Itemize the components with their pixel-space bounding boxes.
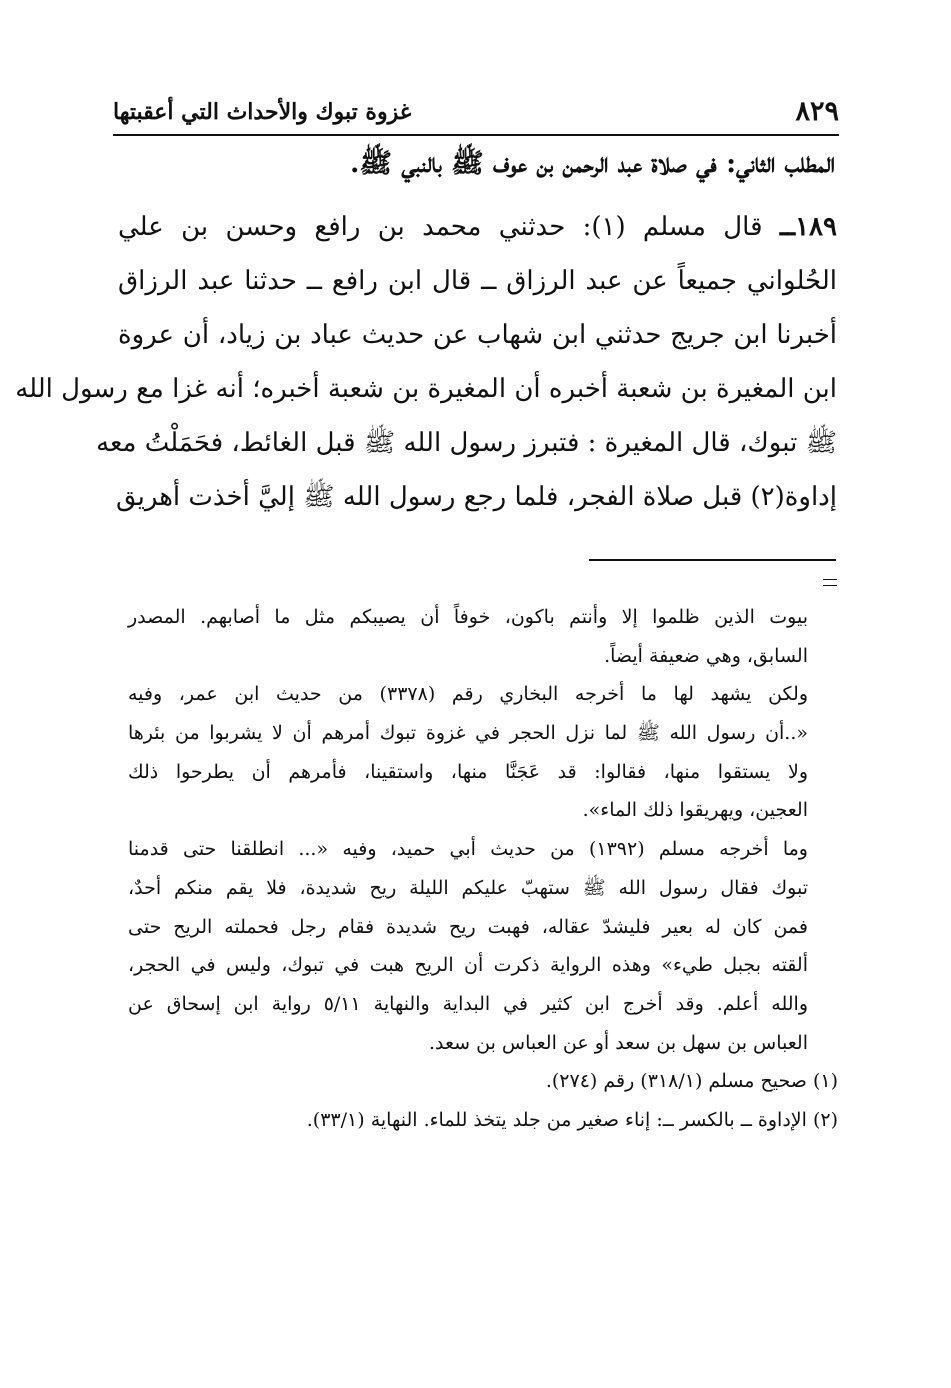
- footnote-line: بيوت الذين ظلموا إلا وأنتم باكون، خوفاً أن يصيبكم مثل ما أصابهم. المصدر: [128, 606, 808, 628]
- continuation-mark: [823, 579, 837, 586]
- footnote-line: وما أخرجه مسلم (١٣٩٢) من حديث أبي حميد، وفيه «... انطلقنا حتى قدمنا: [128, 838, 808, 861]
- page-header: [113, 96, 839, 132]
- footnote-line: ألقته بجبل طيء» وهذه الرواية ذكرت أن الريح هبت في تبوك، وليس في الحجر،: [128, 954, 808, 977]
- footnote-line: السابق، وهي ضعيفة أيضاً.: [604, 644, 808, 667]
- footnote-separator: [589, 559, 836, 561]
- hadith-line: الحُلواني جميعاً عن عبد الرزاق ــ قال ابن رافع ــ حدثنا عبد الرزاق: [118, 266, 837, 296]
- hadith-line: أخبرنا ابن جريج حدثني ابن شهاب عن حديث عباد بن زياد، أن عروة: [118, 320, 837, 350]
- footnote-line: «..أن رسول الله ﷺ لما نزل الحجر في غزوة تبوك أمرهم أن لا يشربوا من بئرها: [128, 722, 808, 745]
- footnote-2: (٢) الإداوة ــ بالكسر ــ: إناء صغير من جلد يتخذ للماء. النهاية (٣٣/١).: [306, 1108, 838, 1131]
- section-title: المطلب الثاني: في صلاة عبد الرحمن بن عوف ﷺ بالنبي ﷺ.: [349, 148, 835, 179]
- hadith-line: ﷺ تبوك، قال المغيرة : فتبرز رسول الله ﷺ قبل الغائط، فحَمَلْتُ معه: [96, 428, 837, 458]
- hadith-text: [15, 200, 837, 524]
- footnotes: [128, 598, 838, 1140]
- footnote-line: والله أعلم. وقد أخرج ابن كثير في البداية والنهاية ٥/١١ رواية ابن إسحاق عن: [128, 992, 808, 1015]
- footnote-line: العجين، ويهريقوا ذلك الماء».: [582, 799, 808, 822]
- hadith-line: [118, 200, 837, 254]
- footnote-line: فمن كان له بعير فليشدّ عقاله، فهبت ريح شديدة فقام رجل فحملته الريح حتى: [128, 915, 808, 938]
- hadith-line-text: قال مسلم (١): حدثني محمد بن رافع وحسن بن علي: [118, 212, 763, 242]
- footnote-line: ولكن يشهد لها ما أخرجه البخاري رقم (٣٣٧٨) من حديث ابن عمر، وفيه: [128, 683, 809, 706]
- hadith-line: إداوة(٢) قبل صلاة الفجر، فلما رجع رسول الله ﷺ إليَّ أخذت أهريق: [115, 482, 837, 512]
- footnote-line: ولا يستقوا منها، فقالوا: قد عَجَنَّا منها، واستقينا، فأمرهم أن يطرحوا ذلك: [128, 760, 808, 783]
- running-title: غزوة تبوك والأحداث التي أعقبتها: [113, 99, 412, 125]
- hadith-line: ابن المغيرة بن شعبة أخبره أن المغيرة بن شعبة أخبره؛ أنه غزا مع رسول الله: [15, 374, 837, 404]
- header-rule: [113, 134, 839, 136]
- footnote-line: تبوك فقال رسول الله ﷺ ستهبّ عليكم الليلة ريح شديدة، فلا يقم منكم أحدٌ،: [128, 876, 808, 899]
- hadith-number: ١٨٩ــ: [779, 212, 837, 242]
- page-number: ٨٢٩: [795, 96, 839, 127]
- footnote-1: (١) صحيح مسلم (٣١٨/١) رقم (٢٧٤).: [545, 1070, 838, 1093]
- footnote-line: العباس بن سهل بن سعد أو عن العباس بن سعد.: [429, 1031, 808, 1054]
